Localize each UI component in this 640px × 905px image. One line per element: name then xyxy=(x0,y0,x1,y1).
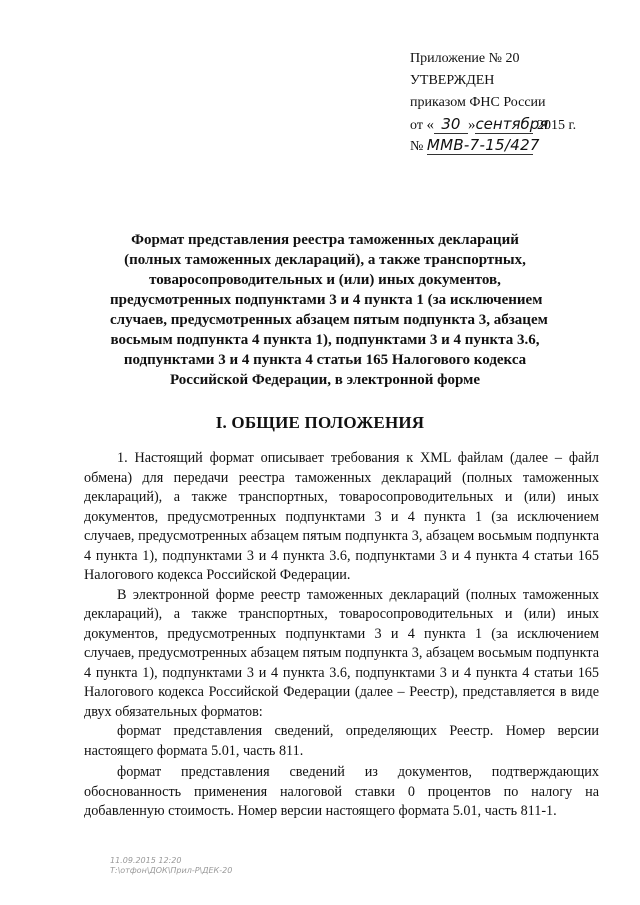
approval-block xyxy=(410,48,620,158)
title-line: подпунктами 3 и 4 пункта 4 статьи 165 Налогового кодекса xyxy=(123,352,527,368)
body-text xyxy=(84,449,599,822)
paragraph: В электронной форме реестр таможенных деклараций (полных таможенных деклараций), а также транспортных, товаросопроводительных и (или) иных документов, предусмотренных подпунктами 3 и 4 пункта 1 (за исключением случаев, предусмотренных абзацем пятым подпункта 3, абзацем восьмым подпункта 4 пункта 1), подпунктами 3 и 4 пункта 3.6, подпунктами 3 и 4 пункта 4 статьи 165 Налогового кодекса Российской Федерации (далее – Реестр), представляется в виде двух обязательных форматов: xyxy=(84,586,599,720)
paragraph: 1. Настоящий формат описывает требования к XML файлам (далее – файл обмена) для передачи реестра таможенных деклараций (полных таможенных деклараций), а также транспортных, товаросопроводительных и (или) иных документов, предусмотренных подпунктами 3 и 4 пункта 1 (за исключением случаев, предусмотренных абзацем пятым подпункта 3, абзацем восьмым подпункта 4 пункта 1), подпунктами 3 и 4 пункта 3.6, подпунктами 3 и 4 пункта 4 статьи 165 Налогового кодекса Российской Федерации. xyxy=(84,450,599,583)
section-heading: I. ОБЩИЕ ПОЛОЖЕНИЯ xyxy=(215,413,425,432)
title-line: Формат представления реестра таможенных деклараций xyxy=(131,232,519,248)
title-line: случаев, предусмотренных абзацем пятым подпункта 3, абзацем xyxy=(110,312,548,328)
file-stamp xyxy=(110,856,232,876)
number-prefix: № xyxy=(410,139,424,154)
title-line: товаросопроводительных и (или) иных документов, xyxy=(149,272,501,288)
file-stamp-date: 11.09.2015 12:20 xyxy=(110,856,182,865)
date-month: сентября xyxy=(475,115,549,133)
date-year: 2015 г. xyxy=(536,118,577,133)
order-number xyxy=(410,136,620,158)
title-line: (полных таможенных деклараций), а также транспортных, xyxy=(124,252,526,268)
document-title xyxy=(110,230,548,390)
title-line: восьмым подпункта 4 пункта 1), подпунктами 3 и 4 пункта 3.6, xyxy=(110,332,540,348)
order-issuer: приказом ФНС России xyxy=(410,95,546,110)
paragraph: формат представления сведений из документов, подтверждающих обоснованность применения налоговой ставки 0 процентов по налогу на добавленную стоимость. Номер версии настоящего формата 5.01, часть 811-1. xyxy=(84,764,599,819)
title-line: предусмотренных подпунктами 3 и 4 пункта 1 (за исключением xyxy=(110,292,543,308)
date-day: 30 xyxy=(434,115,468,134)
title-line: Российской Федерации, в электронной форме xyxy=(170,372,480,388)
order-date: от « 30 »сентября 2015 г. xyxy=(410,115,577,133)
date-prefix: от xyxy=(410,118,423,133)
approved-label: УТВЕРЖДЕН xyxy=(410,73,495,88)
order-number-value: ММВ-7-15/427 xyxy=(426,136,540,154)
file-stamp-path: Т:\отфон\ДОК\Прил-Р\ДЕК-20 xyxy=(110,866,233,875)
paragraph: формат представления сведений, определяющих Реестр. Номер версии настоящего формата 5.01, часть 811. xyxy=(84,723,599,759)
appendix-number: Приложение № 20 xyxy=(410,51,520,66)
